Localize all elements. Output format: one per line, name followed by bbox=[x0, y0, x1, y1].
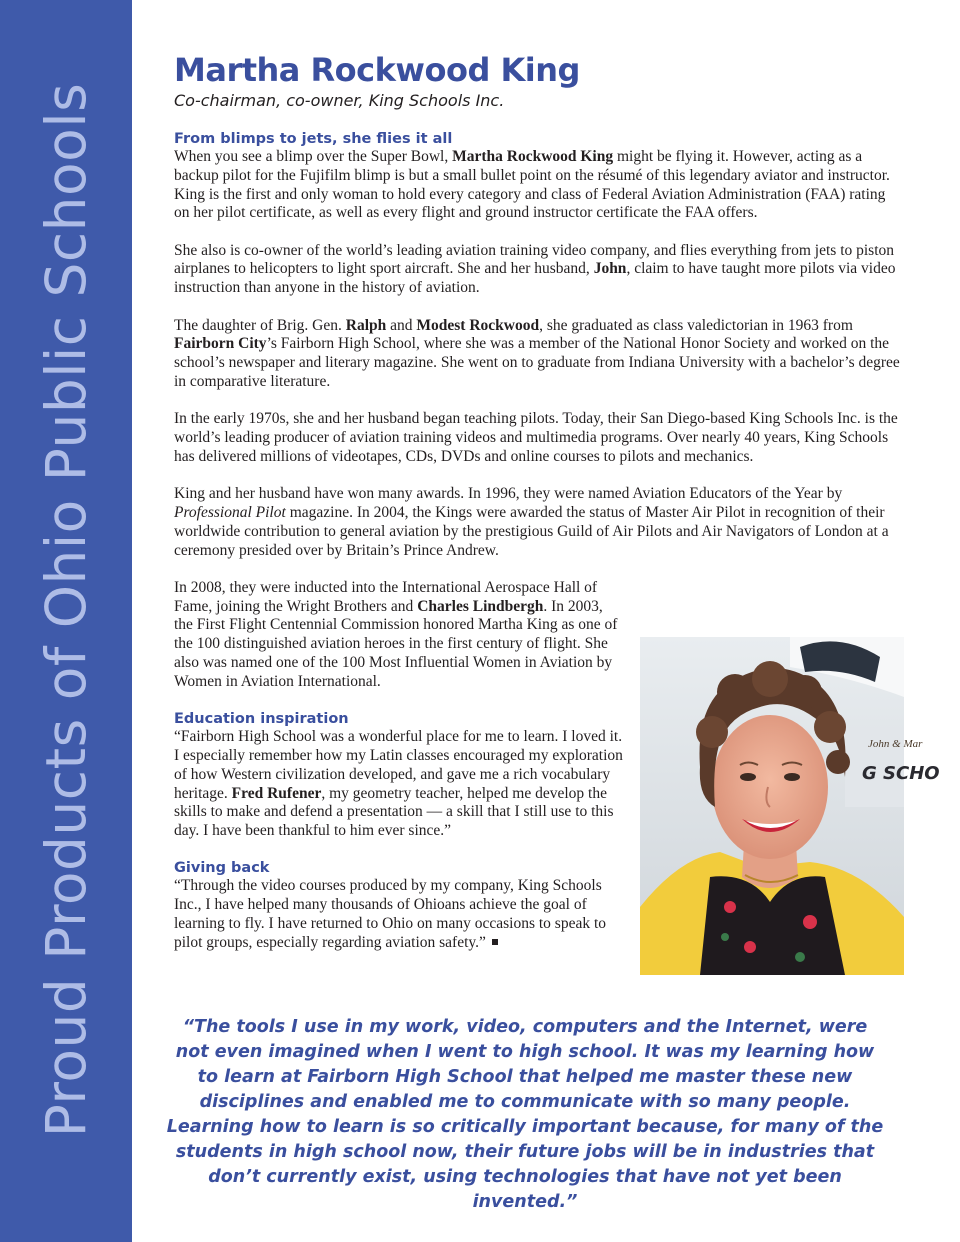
section-heading-education: Education inspiration bbox=[174, 711, 349, 728]
sidebar-title: Proud Products of Ohio Public Schools bbox=[34, 82, 98, 1138]
page-subtitle: Co-chairman, co-owner, King Schools Inc. bbox=[174, 91, 505, 110]
paragraph: She also is co-owner of the world’s leading aviation training video company, and flies everything from jets to piston airplanes to helicopters to light sport aircraft. She and her husband, John, claim to have taught more pilots via video instruction than anyone in the history of aviation. bbox=[174, 241, 896, 297]
paragraph: King and her husband have won many awards. In 1996, they were named Aviation Educators of the Year by Professional Pilot magazine. In 2004, the Kings were awarded the status of Master Air Pilot in recognition of their worldwide contribution to general aviation by the prestigious Guild of Air Pilots and Air Navigators of London at a ceremony presided over by Britain’s Prince Andrew. bbox=[174, 485, 889, 559]
paragraph: When you see a blimp over the Super Bowl, Martha Rockwood King might be flying it. However, acting as a backup pilot for the Fujifilm blimp is but a small bullet point on the résumé of this legendary aviator and instructor. King is the first and only woman to hold every category and class of Federal Aviation Administration (FAA) rating on her pilot certificate, as well as every flight and ground instructor certificate the FAA offers. bbox=[174, 148, 890, 222]
end-mark-icon bbox=[492, 939, 498, 945]
paragraph: “Through the video courses produced by my company, King Schools Inc., I have helped many thousands of Ohioans achieve the goal of learning to fly. I have returned to Ohio on many occasions to speak to pilot groups, especially regarding aviation safety.” bbox=[174, 877, 607, 951]
paragraph: The daughter of Brig. Gen. Ralph and Modest Rockwood, she graduated as class valedictorian in 1963 from Fairborn City’s Fairborn High School, where she was a member of the National Honor Society and worked on the school’s newspaper and literary magazine. She went on to graduate from Indiana University with a bachelor’s degree in comparative literature. bbox=[174, 316, 900, 390]
pull-quote: “The tools I use in my work, video, computers and the Internet, were not even imagined when I went to high school. It was my learning how to learn at Fairborn High School that helped me master these new disciplines and enabled me to communicate with so many people. Learning how to learn is so critically important because, for many of the students in high school now, their future jobs will be in industries that don’t currently exist, using technologies that have not yet been invented.” bbox=[166, 1017, 884, 1212]
portrait-photo bbox=[640, 637, 940, 975]
paragraph: In 2008, they were inducted into the International Aerospace Hall of Fame, joining the Wright Brothers and Charles Lindbergh. In 2003, the First Flight Centennial Commission honored Martha King as one of the 100 distinguished aviation heroes in the first century of flight. She also was named one of the 100 Most Influential Women in Aviation by Women in Aviation International. bbox=[174, 578, 618, 690]
plane-lettering-2: G SCHO bbox=[862, 763, 940, 784]
paragraph: “Fairborn High School was a wonderful place for me to learn. I loved it. I especially remember how my Latin classes encouraged my exploration of how Western civilization developed, and gave me a rich vocabulary heritage. Fred Rufener, my geometry teacher, helped me develop the skills to make and defend a presentation — a skill that I still use to this day. I have been thankful to him ever since.” bbox=[174, 728, 623, 840]
section-heading-blimps: From blimps to jets, she flies it all bbox=[174, 131, 453, 147]
page-title: Martha Rockwood King bbox=[174, 51, 580, 89]
plane-lettering-1: John & Mar bbox=[868, 738, 923, 750]
sidebar-band bbox=[0, 0, 132, 1242]
section-heading-giving-back: Giving back bbox=[174, 860, 270, 877]
paragraph: In the early 1970s, she and her husband began teaching pilots. Today, their San Diego-based King Schools Inc. is the world’s leading producer of aviation training videos and multimedia programs. Over nearly 40 years, King Schools has delivered millions of videotapes, CDs, DVDs and online courses to pilots and mechanics. bbox=[174, 410, 898, 465]
